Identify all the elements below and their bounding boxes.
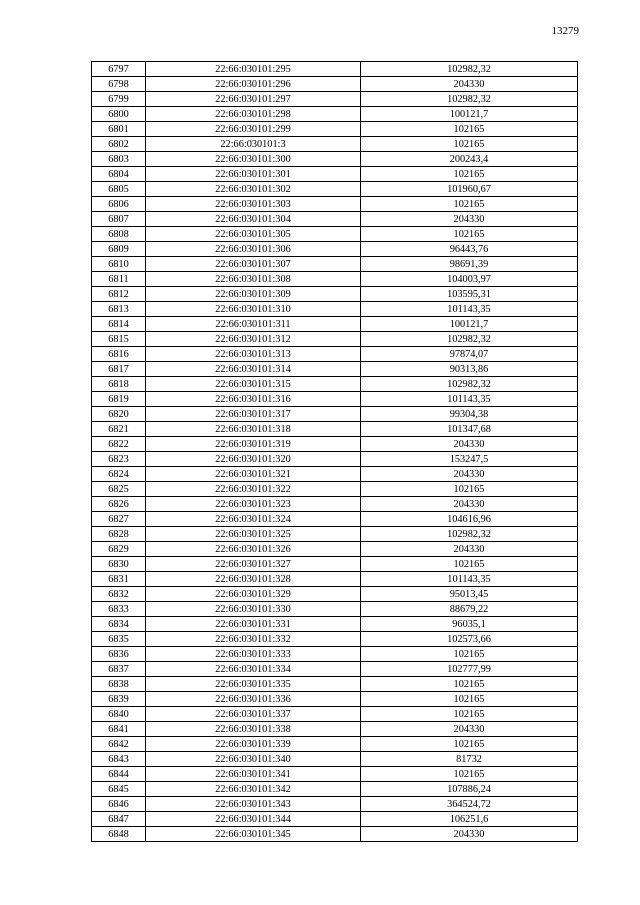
row-number-cell: 6812: [92, 287, 146, 302]
table-row: [92, 482, 578, 497]
cadastral-number-cell: 22:66:030101:345: [146, 827, 361, 842]
value-cell: 95013,45: [361, 587, 578, 602]
table-row: [92, 137, 578, 152]
table-row: [92, 347, 578, 362]
table-row: [92, 92, 578, 107]
row-number-cell: 6823: [92, 452, 146, 467]
table-row: [92, 122, 578, 137]
row-number-cell: 6846: [92, 797, 146, 812]
table-row: [92, 362, 578, 377]
table-row: [92, 647, 578, 662]
table-row: [92, 602, 578, 617]
table-row: [92, 317, 578, 332]
cadastral-number-cell: 22:66:030101:299: [146, 122, 361, 137]
row-number-cell: 6805: [92, 182, 146, 197]
table-row: [92, 467, 578, 482]
value-cell: 88679,22: [361, 602, 578, 617]
row-number-cell: 6844: [92, 767, 146, 782]
cadastral-number-cell: 22:66:030101:317: [146, 407, 361, 422]
cadastral-number-cell: 22:66:030101:313: [146, 347, 361, 362]
cadastral-number-cell: 22:66:030101:315: [146, 377, 361, 392]
value-cell: 102165: [361, 677, 578, 692]
table-row: [92, 242, 578, 257]
value-cell: 99304,38: [361, 407, 578, 422]
cadastral-number-cell: 22:66:030101:295: [146, 62, 361, 77]
cadastral-number-cell: 22:66:030101:309: [146, 287, 361, 302]
value-cell: 102165: [361, 482, 578, 497]
table-row: [92, 617, 578, 632]
value-cell: 102165: [361, 122, 578, 137]
row-number-cell: 6827: [92, 512, 146, 527]
row-number-cell: 6800: [92, 107, 146, 122]
value-cell: 204330: [361, 542, 578, 557]
value-cell: 97874,07: [361, 347, 578, 362]
row-number-cell: 6847: [92, 812, 146, 827]
row-number-cell: 6826: [92, 497, 146, 512]
value-cell: 101960,67: [361, 182, 578, 197]
cadastral-number-cell: 22:66:030101:318: [146, 422, 361, 437]
row-number-cell: 6841: [92, 722, 146, 737]
cadastral-number-cell: 22:66:030101:319: [146, 437, 361, 452]
value-cell: 102165: [361, 137, 578, 152]
row-number-cell: 6845: [92, 782, 146, 797]
value-cell: 204330: [361, 467, 578, 482]
row-number-cell: 6808: [92, 227, 146, 242]
value-cell: 102982,32: [361, 332, 578, 347]
cadastral-number-cell: 22:66:030101:321: [146, 467, 361, 482]
value-cell: 101143,35: [361, 302, 578, 317]
row-number-cell: 6810: [92, 257, 146, 272]
value-cell: 204330: [361, 437, 578, 452]
value-cell: 102982,32: [361, 377, 578, 392]
row-number-cell: 6807: [92, 212, 146, 227]
table-row: [92, 707, 578, 722]
value-cell: 102165: [361, 647, 578, 662]
row-number-cell: 6839: [92, 692, 146, 707]
row-number-cell: 6797: [92, 62, 146, 77]
cadastral-number-cell: 22:66:030101:325: [146, 527, 361, 542]
row-number-cell: 6802: [92, 137, 146, 152]
value-cell: 106251,6: [361, 812, 578, 827]
value-cell: 102982,32: [361, 62, 578, 77]
cadastral-number-cell: 22:66:030101:305: [146, 227, 361, 242]
row-number-cell: 6819: [92, 392, 146, 407]
table-row: [92, 407, 578, 422]
cadastral-number-cell: 22:66:030101:308: [146, 272, 361, 287]
value-cell: 102777,99: [361, 662, 578, 677]
table-row: [92, 197, 578, 212]
row-number-cell: 6822: [92, 437, 146, 452]
table-row: [92, 542, 578, 557]
cadastral-number-cell: 22:66:030101:334: [146, 662, 361, 677]
table-row: [92, 572, 578, 587]
cadastral-number-cell: 22:66:030101:344: [146, 812, 361, 827]
table-row: [92, 182, 578, 197]
table-row: [92, 797, 578, 812]
value-cell: 102982,32: [361, 527, 578, 542]
table-row: [92, 527, 578, 542]
value-cell: 100121,7: [361, 317, 578, 332]
table-row: [92, 692, 578, 707]
cadastral-number-cell: 22:66:030101:336: [146, 692, 361, 707]
value-cell: 153247,5: [361, 452, 578, 467]
value-cell: 204330: [361, 827, 578, 842]
cadastral-number-cell: 22:66:030101:341: [146, 767, 361, 782]
table-row: [92, 77, 578, 92]
cadastral-number-cell: 22:66:030101:329: [146, 587, 361, 602]
table-row: [92, 782, 578, 797]
value-cell: 204330: [361, 722, 578, 737]
table-row: [92, 212, 578, 227]
row-number-cell: 6829: [92, 542, 146, 557]
table-row: [92, 287, 578, 302]
value-cell: 101347,68: [361, 422, 578, 437]
row-number-cell: 6803: [92, 152, 146, 167]
cadastral-number-cell: 22:66:030101:330: [146, 602, 361, 617]
cadastral-number-cell: 22:66:030101:331: [146, 617, 361, 632]
table-row: [92, 437, 578, 452]
row-number-cell: 6833: [92, 602, 146, 617]
value-cell: 200243,4: [361, 152, 578, 167]
value-cell: 96035,1: [361, 617, 578, 632]
row-number-cell: 6825: [92, 482, 146, 497]
row-number-cell: 6820: [92, 407, 146, 422]
row-number-cell: 6843: [92, 752, 146, 767]
table-row: [92, 767, 578, 782]
row-number-cell: 6817: [92, 362, 146, 377]
value-cell: 98691,39: [361, 257, 578, 272]
table-row: [92, 512, 578, 527]
row-number-cell: 6838: [92, 677, 146, 692]
cadastral-number-cell: 22:66:030101:306: [146, 242, 361, 257]
value-cell: 104003,97: [361, 272, 578, 287]
cadastral-number-cell: 22:66:030101:311: [146, 317, 361, 332]
cadastral-number-cell: 22:66:030101:339: [146, 737, 361, 752]
value-cell: 90313,86: [361, 362, 578, 377]
value-cell: 204330: [361, 77, 578, 92]
table-row: [92, 557, 578, 572]
table-row: [92, 587, 578, 602]
cadastral-number-cell: 22:66:030101:312: [146, 332, 361, 347]
row-number-cell: 6801: [92, 122, 146, 137]
row-number-cell: 6824: [92, 467, 146, 482]
value-cell: 103595,31: [361, 287, 578, 302]
cadastral-number-cell: 22:66:030101:323: [146, 497, 361, 512]
value-cell: 101143,35: [361, 572, 578, 587]
row-number-cell: 6836: [92, 647, 146, 662]
table-row: [92, 107, 578, 122]
table-row: [92, 152, 578, 167]
value-cell: 102165: [361, 692, 578, 707]
cadastral-number-cell: 22:66:030101:332: [146, 632, 361, 647]
cadastral-number-cell: 22:66:030101:320: [146, 452, 361, 467]
row-number-cell: 6813: [92, 302, 146, 317]
table-row: [92, 722, 578, 737]
table-row: [92, 662, 578, 677]
table-row: [92, 677, 578, 692]
value-cell: 102165: [361, 167, 578, 182]
row-number-cell: 6798: [92, 77, 146, 92]
row-number-cell: 6828: [92, 527, 146, 542]
cadastral-number-cell: 22:66:030101:304: [146, 212, 361, 227]
cadastral-number-cell: 22:66:030101:322: [146, 482, 361, 497]
cadastral-number-cell: 22:66:030101:342: [146, 782, 361, 797]
table-row: [92, 272, 578, 287]
value-cell: 102165: [361, 227, 578, 242]
row-number-cell: 6804: [92, 167, 146, 182]
row-number-cell: 6806: [92, 197, 146, 212]
value-cell: 102165: [361, 737, 578, 752]
cadastral-number-cell: 22:66:030101:335: [146, 677, 361, 692]
value-cell: 364524,72: [361, 797, 578, 812]
value-cell: 102165: [361, 767, 578, 782]
cadastral-number-cell: 22:66:030101:302: [146, 182, 361, 197]
table-row: [92, 332, 578, 347]
table-row: [92, 227, 578, 242]
row-number-cell: 6816: [92, 347, 146, 362]
table-row: [92, 632, 578, 647]
value-cell: 102165: [361, 557, 578, 572]
row-number-cell: 6834: [92, 617, 146, 632]
table-row: [92, 497, 578, 512]
table-row: [92, 422, 578, 437]
cadastral-number-cell: 22:66:030101:298: [146, 107, 361, 122]
table-row: [92, 752, 578, 767]
row-number-cell: 6842: [92, 737, 146, 752]
table-row: [92, 392, 578, 407]
cadastral-number-cell: 22:66:030101:337: [146, 707, 361, 722]
row-number-cell: 6831: [92, 572, 146, 587]
row-number-cell: 6814: [92, 317, 146, 332]
row-number-cell: 6799: [92, 92, 146, 107]
row-number-cell: 6848: [92, 827, 146, 842]
value-cell: 102165: [361, 707, 578, 722]
data-table: [91, 61, 578, 842]
cadastral-number-cell: 22:66:030101:326: [146, 542, 361, 557]
cadastral-number-cell: 22:66:030101:343: [146, 797, 361, 812]
cadastral-number-cell: 22:66:030101:340: [146, 752, 361, 767]
cadastral-number-cell: 22:66:030101:314: [146, 362, 361, 377]
cadastral-number-cell: 22:66:030101:3: [146, 137, 361, 152]
cadastral-number-cell: 22:66:030101:307: [146, 257, 361, 272]
value-cell: 107886,24: [361, 782, 578, 797]
table-row: [92, 452, 578, 467]
cadastral-number-cell: 22:66:030101:301: [146, 167, 361, 182]
row-number-cell: 6818: [92, 377, 146, 392]
cadastral-number-cell: 22:66:030101:328: [146, 572, 361, 587]
value-cell: 101143,35: [361, 392, 578, 407]
page-number: 13279: [551, 25, 579, 37]
cadastral-number-cell: 22:66:030101:296: [146, 77, 361, 92]
value-cell: 204330: [361, 497, 578, 512]
value-cell: 100121,7: [361, 107, 578, 122]
cadastral-number-cell: 22:66:030101:300: [146, 152, 361, 167]
table-row: [92, 827, 578, 842]
value-cell: 204330: [361, 212, 578, 227]
row-number-cell: 6815: [92, 332, 146, 347]
row-number-cell: 6809: [92, 242, 146, 257]
cadastral-number-cell: 22:66:030101:333: [146, 647, 361, 662]
row-number-cell: 6811: [92, 272, 146, 287]
cadastral-number-cell: 22:66:030101:327: [146, 557, 361, 572]
row-number-cell: 6821: [92, 422, 146, 437]
cadastral-number-cell: 22:66:030101:324: [146, 512, 361, 527]
table-row: [92, 62, 578, 77]
table-body: [92, 62, 578, 842]
value-cell: 96443,76: [361, 242, 578, 257]
cadastral-number-cell: 22:66:030101:310: [146, 302, 361, 317]
row-number-cell: 6830: [92, 557, 146, 572]
cadastral-number-cell: 22:66:030101:303: [146, 197, 361, 212]
value-cell: 104616,96: [361, 512, 578, 527]
cadastral-number-cell: 22:66:030101:338: [146, 722, 361, 737]
value-cell: 102165: [361, 197, 578, 212]
row-number-cell: 6832: [92, 587, 146, 602]
table-row: [92, 302, 578, 317]
table-row: [92, 812, 578, 827]
row-number-cell: 6840: [92, 707, 146, 722]
row-number-cell: 6837: [92, 662, 146, 677]
value-cell: 102573,66: [361, 632, 578, 647]
cadastral-number-cell: 22:66:030101:297: [146, 92, 361, 107]
table-row: [92, 377, 578, 392]
value-cell: 102982,32: [361, 92, 578, 107]
table-row: [92, 257, 578, 272]
table-row: [92, 737, 578, 752]
value-cell: 81732: [361, 752, 578, 767]
table-row: [92, 167, 578, 182]
row-number-cell: 6835: [92, 632, 146, 647]
cadastral-number-cell: 22:66:030101:316: [146, 392, 361, 407]
